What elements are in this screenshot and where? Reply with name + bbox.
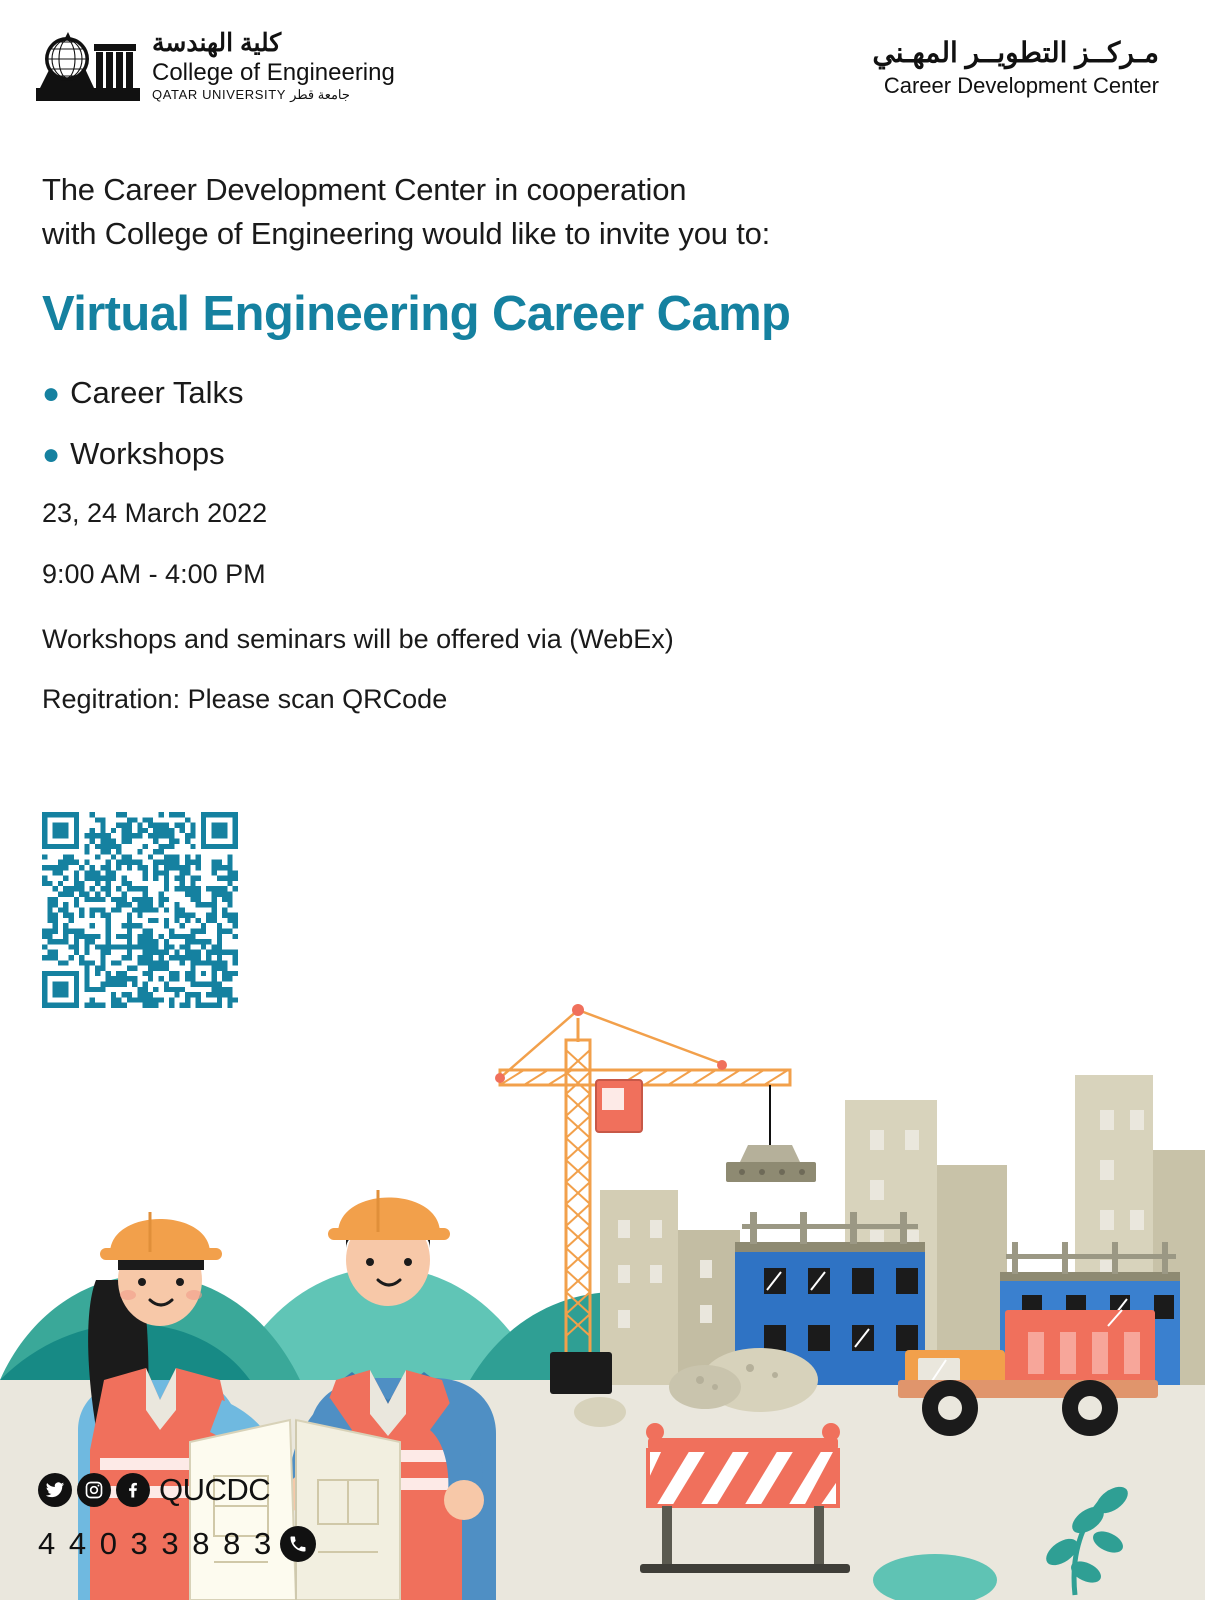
event-time: 9:00 AM - 4:00 PM xyxy=(42,559,266,590)
bullet-dot-icon: ● xyxy=(42,438,61,472)
event-notes xyxy=(42,624,1112,715)
invitation-line-1: The Career Development Center in cooperation xyxy=(42,172,687,207)
logo-university-name xyxy=(152,87,395,103)
cdc-arabic-name: مـركــز التطويــر المهـني xyxy=(872,37,1159,68)
qu-logo-icon xyxy=(34,26,142,106)
event-date: 23, 24 March 2022 xyxy=(42,498,268,529)
activity-label: Career Talks xyxy=(70,375,244,411)
blueprint-paper xyxy=(190,1420,400,1600)
logo-text-block xyxy=(152,26,395,103)
social-links[interactable] xyxy=(38,1472,270,1508)
poster-content xyxy=(42,168,1112,744)
logo-arabic-name: كلية الهندسة xyxy=(152,29,282,57)
event-title: Virtual Engineering Career Camp xyxy=(42,287,791,342)
twitter-icon[interactable] xyxy=(38,1473,72,1507)
qr-code-icon xyxy=(42,812,238,1008)
event-meta xyxy=(42,498,1112,590)
invitation-line-2: with College of Engineering would like to invite you to: xyxy=(42,216,771,252)
registration-note: Regitration: Please scan QRCode xyxy=(42,684,448,715)
platform-note: Workshops and seminars will be offered via (WebEx) xyxy=(42,624,674,655)
cdc-english-name: Career Development Center xyxy=(883,72,1159,98)
logo-university-en: QATAR UNIVERSITY xyxy=(152,87,286,103)
phone-number: 4 4 0 3 3 8 8 3 xyxy=(38,1526,274,1561)
bullet-dot-icon: ● xyxy=(42,377,61,411)
instagram-icon[interactable] xyxy=(77,1473,111,1507)
page-header xyxy=(0,0,1205,130)
invitation-text xyxy=(42,168,1112,256)
event-activities-list xyxy=(42,375,1112,472)
registration-qr-code[interactable] xyxy=(42,812,238,1008)
list-item xyxy=(42,436,1112,472)
contact-phone[interactable] xyxy=(38,1526,316,1562)
activity-label: Workshops xyxy=(70,436,225,472)
phone-icon xyxy=(280,1526,316,1562)
career-development-center-logo xyxy=(872,36,1159,99)
list-item xyxy=(42,375,1112,411)
logo-english-name: College of Engineering xyxy=(152,58,395,86)
facebook-icon[interactable] xyxy=(116,1473,150,1507)
college-of-engineering-logo xyxy=(34,26,395,106)
social-handle: QUCDC xyxy=(159,1472,271,1507)
logo-university-ar: جامعة قطر xyxy=(290,87,350,103)
